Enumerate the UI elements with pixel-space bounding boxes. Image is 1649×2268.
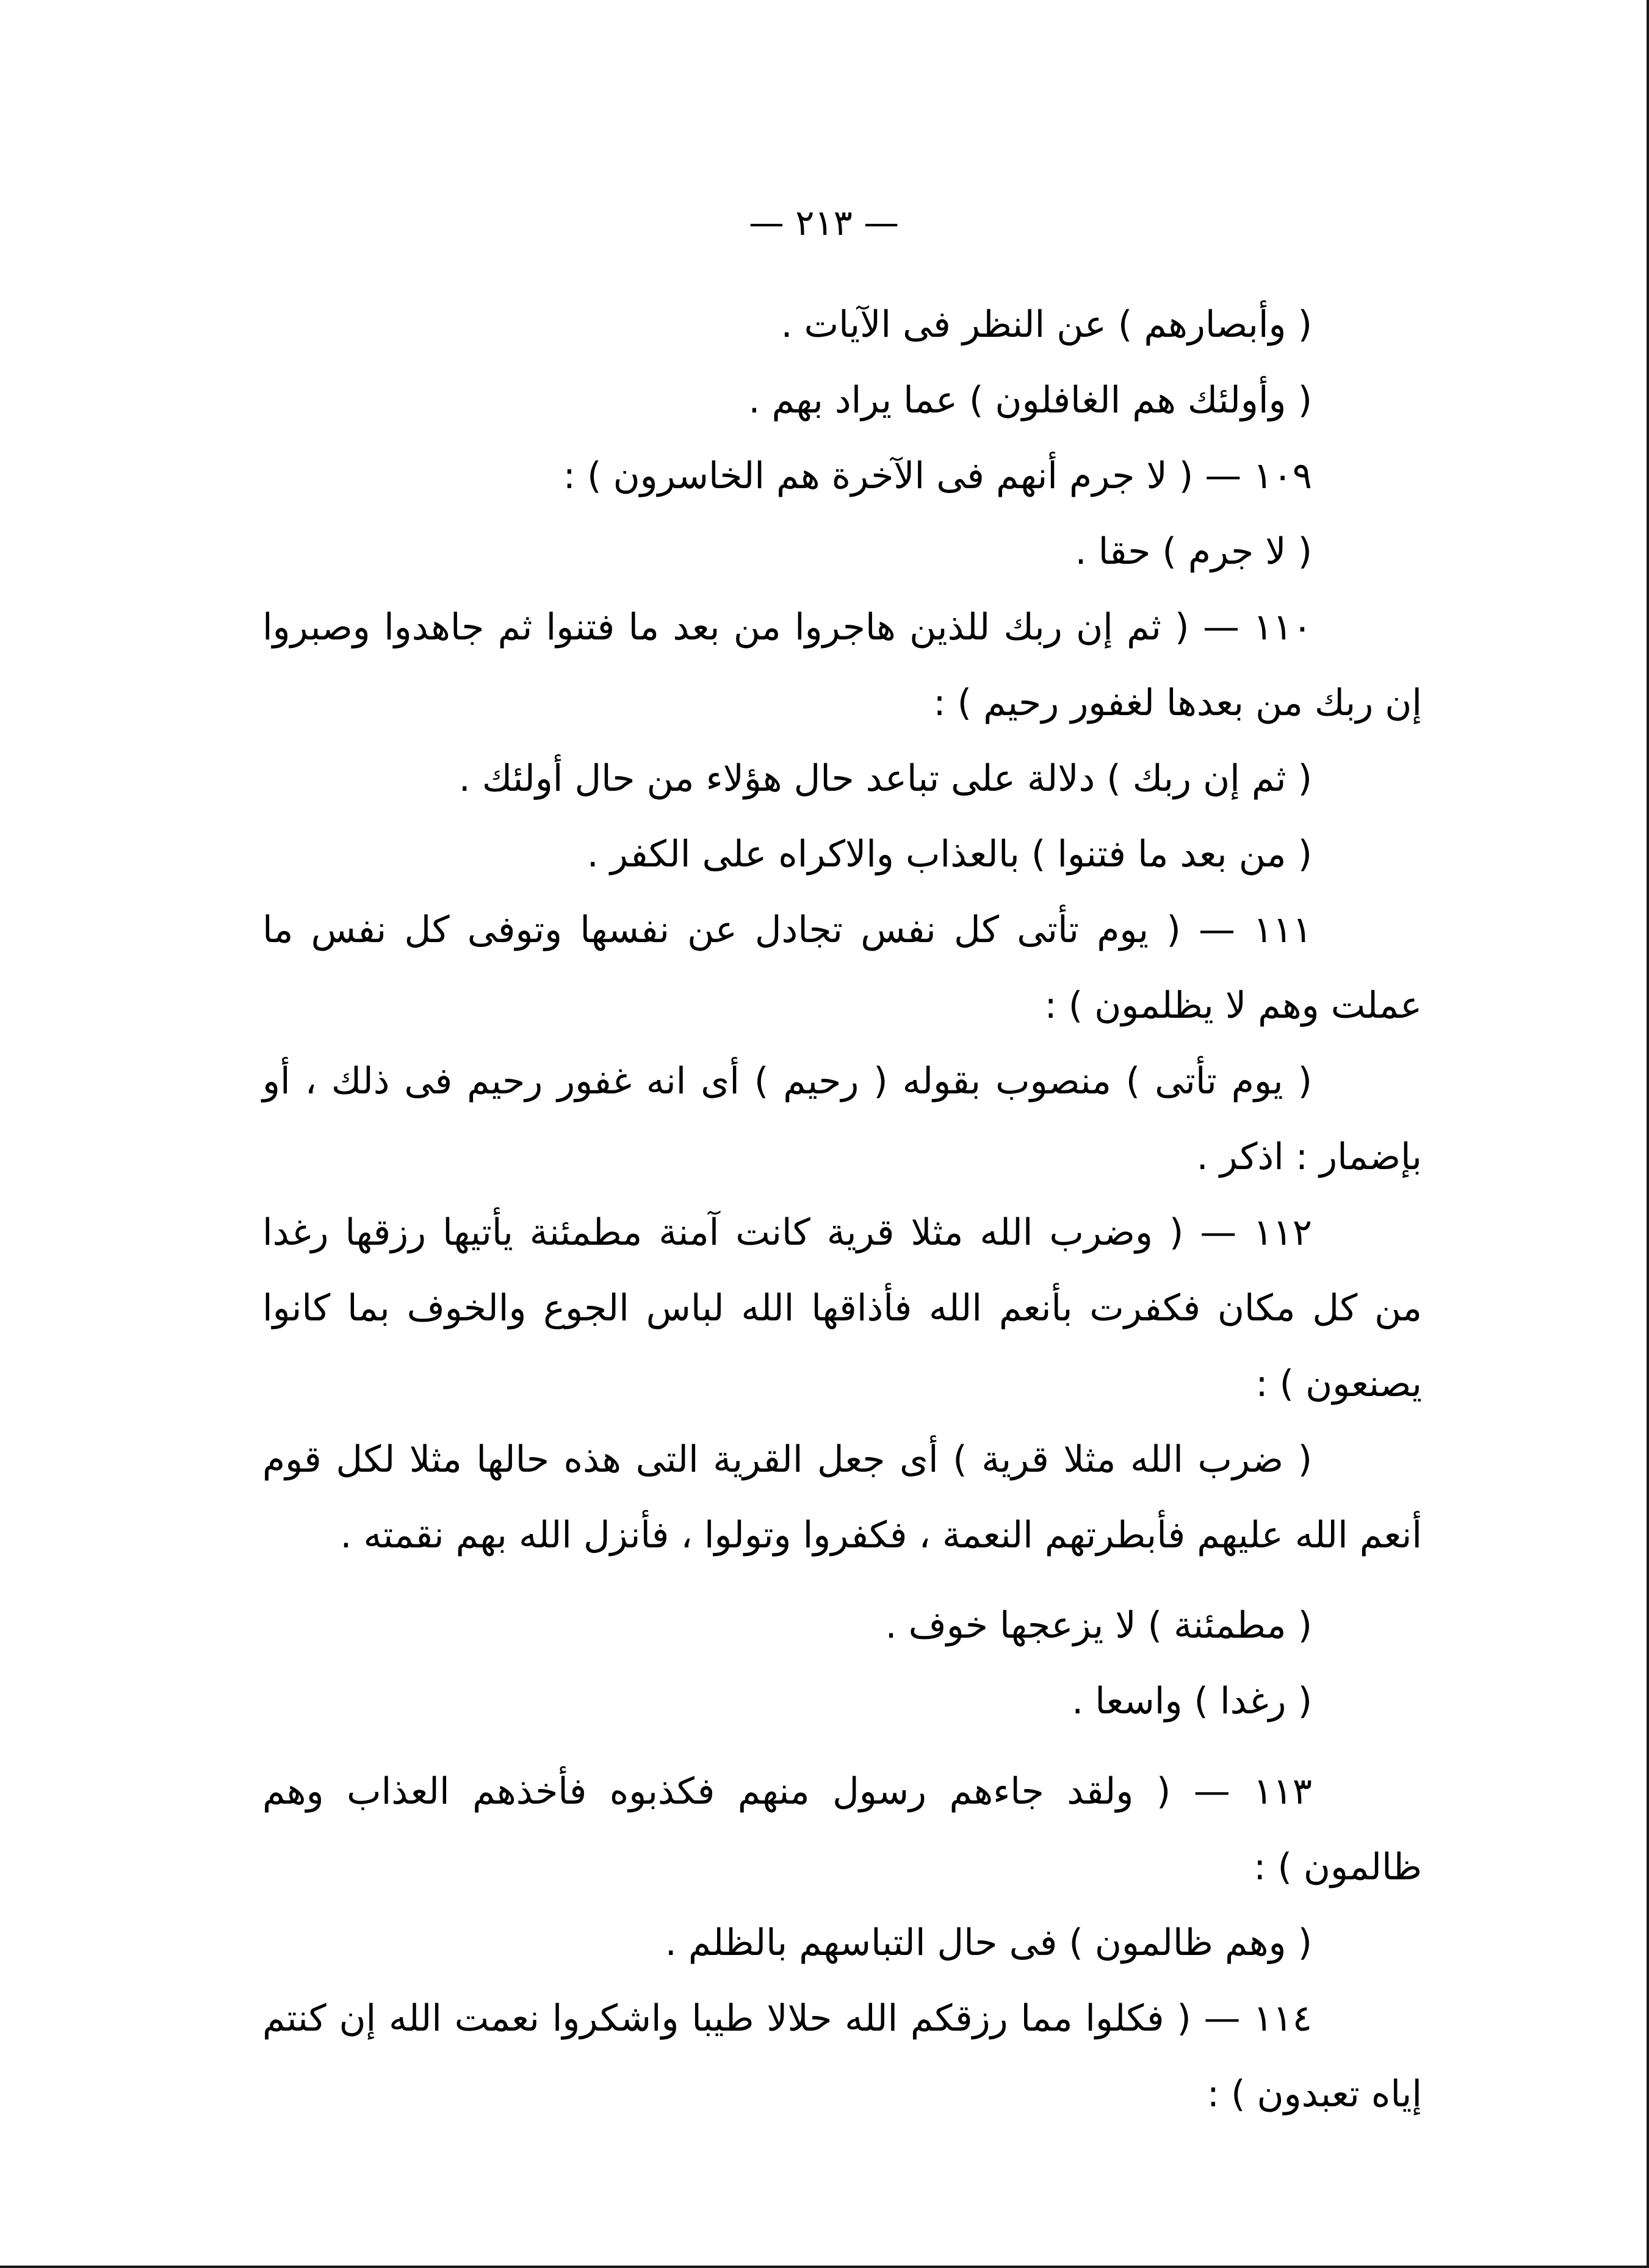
commentary-paragraph: ( ضرب الله مثلا قرية ) أى جعل القرية التى هذه حالها مثلا لكل قوم أنعم الله عليهم فأبطرتهم النعمة ، فكفروا وتولوا ، فأنزل الله بهم نقمته .: [262, 1438, 1422, 1557]
verse-paragraph: ١١٤ — ( فكلوا مما رزقكم الله حلالا طيبا واشكروا نعمت الله إن كنتم إياه تعبدون ) :: [262, 1997, 1422, 2115]
scan-edge-bottom: [0, 2266, 1649, 2268]
text-line: ( وأبصارهم ) عن النظر فى الآيات .: [781, 303, 1312, 346]
text-line: ( ثم إن ربك ) دلالة على تباعد حال هؤلاء من حال أولئك .: [458, 757, 1312, 800]
text-line: ( وهم ظالمون ) فى حال التباسهم بالظلم .: [665, 1921, 1312, 1964]
verse-paragraph: ١١١ — ( يوم تأتى كل نفس تجادل عن نفسها وتوفى كل نفس ما عملت وهم لا يظلمون ) :: [262, 909, 1422, 1027]
verse-paragraph: ١١٢ — ( وضرب الله مثلا قرية كانت آمنة مطمئنة يأتيها رزقها رغدا من كل مكان فكفرت بأنعم الله فأذاقها الله لباس الجوع والخوف بما كانوا يصنعون ) :: [262, 1211, 1422, 1405]
spacer: [262, 1573, 1422, 1588]
verse-paragraph: ١١٣ — ( ولقد جاءهم رسول منهم فكذبوه فأخذهم العذاب وهم ظالمون ) :: [262, 1770, 1422, 1888]
commentary-paragraph: ( يوم تأتى ) منصوب بقوله ( رحيم ) أى انه غفور رحيم فى ذلك ، أو بإضمار : اذكر .: [262, 1060, 1422, 1178]
text-line: ( مطمئنة ) لا يزعجها خوف .: [885, 1604, 1312, 1647]
scan-edge-right: [1647, 0, 1649, 2268]
page-number: — ٢١٣ —: [748, 202, 900, 243]
spacer: [262, 1739, 1422, 1754]
text-line: ( رغدا ) واسعا .: [1072, 1680, 1312, 1723]
text-line: ( وأولئك هم الغافلون ) عما يراد بهم .: [748, 379, 1312, 422]
text-line: ( من بعد ما فتنوا ) بالعذاب والاكراه على الكفر .: [586, 833, 1312, 876]
text-line: ( لا جرم ) حقا .: [1075, 530, 1312, 573]
verse-line: ١٠٩ — ( لا جرم أنهم فى الآخرة هم الخاسرون ) :: [563, 455, 1312, 497]
page-body: [262, 287, 1422, 2132]
verse-paragraph: ١١٠ — ( ثم إن ربك للذين هاجروا من بعد ما فتنوا ثم جاهدوا وصبروا إن ربك من بعدها لغفور رحيم ) :: [262, 606, 1422, 724]
